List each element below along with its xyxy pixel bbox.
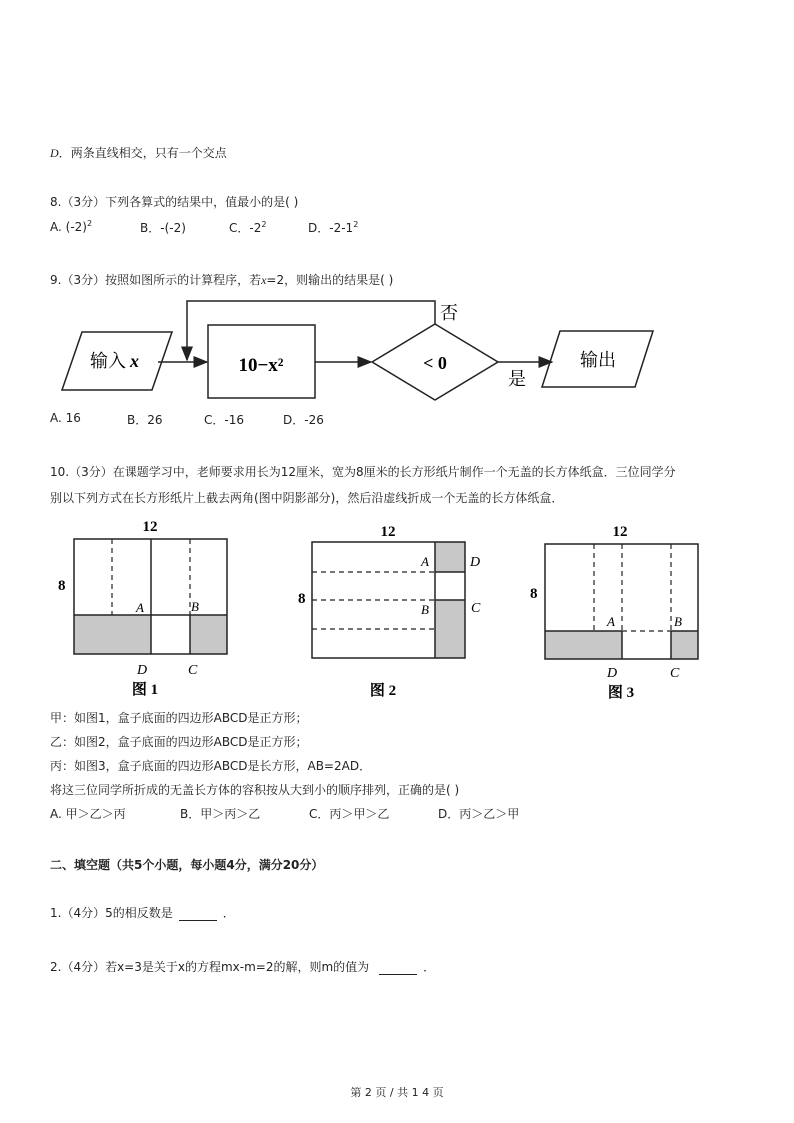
svg-text:8: 8 — [298, 591, 306, 607]
svg-text:A: A — [421, 554, 429, 569]
q10-option-a: A. 甲＞乙＞丙 — [50, 807, 126, 821]
q9-option-a: A. 16 — [50, 411, 81, 425]
svg-text:12: 12 — [142, 519, 158, 535]
compute-label: 10−x² — [238, 355, 284, 376]
q10-stem-line2: 别以下列方式在长方形纸片上截去两角(图中阴影部分)，然后沿虚线折成一个无盖的长方体纸盒． — [50, 491, 564, 505]
svg-text:图 2: 图 2 — [369, 683, 397, 699]
input-label: 输入 x — [90, 351, 139, 372]
svg-text:B: B — [674, 614, 682, 629]
condition-label: < 0 — [423, 353, 447, 373]
q8-option-c: C．$-2^2$ — [229, 220, 267, 235]
q10-ask: 将这三位同学所折成的无盖长方体的容积按从大到小的顺序排列，正确的是( ) — [50, 783, 460, 797]
answer-blank[interactable] — [179, 908, 217, 921]
q10-option-b: B．甲＞丙＞乙 — [180, 807, 261, 821]
svg-text:B: B — [191, 599, 199, 614]
svg-text:8: 8 — [58, 578, 66, 594]
q9-stem: 9.（3分）按照如图所示的计算程序，若x=2，则输出的结果是( ) — [50, 273, 394, 287]
svg-text:D: D — [607, 666, 618, 681]
page-footer: 第 2 页 / 共 1 4 页 — [350, 1086, 444, 1099]
q10-figure-1 — [50, 514, 250, 704]
q9-flowchart — [40, 295, 680, 407]
svg-text:12: 12 — [612, 524, 628, 540]
fill-question-1: 1.（4分）5的相反数是 ． — [50, 906, 235, 920]
svg-text:D: D — [470, 555, 481, 570]
svg-text:A: A — [136, 600, 144, 615]
prev-option-d: D．两条直线相交，只有一个交点 — [50, 146, 227, 160]
q8-stem: 8.（3分）下列各算式的结果中，值最小的是( ) — [50, 195, 299, 209]
option-letter: D — [50, 146, 59, 160]
svg-text:8: 8 — [530, 586, 538, 602]
svg-text:C: C — [670, 666, 680, 681]
q10-figure-2 — [290, 514, 500, 704]
q8-option-b: B．-(-2) — [140, 221, 186, 235]
output-label: 输出 — [580, 350, 616, 370]
svg-text:图 1: 图 1 — [131, 682, 159, 698]
answer-blank[interactable] — [379, 962, 417, 975]
q10-stem-line1: 10.（3分）在课题学习中，老师要求用长为12厘米，宽为8厘米的长方形纸片制作一个无盖的长方体纸盒．三位同学分 — [50, 465, 676, 479]
svg-text:D: D — [137, 663, 148, 678]
q9-option-c: C．-16 — [204, 413, 244, 427]
q8-option-a: A. $(-2)^2$ — [50, 219, 93, 234]
q10-statement-jia: 甲：如图1，盒子底面的四边形ABCD是正方形； — [50, 711, 308, 725]
q8-option-d: D．$-2-1^2$ — [308, 220, 359, 235]
svg-text:12: 12 — [380, 524, 396, 540]
q9-option-d: D．-26 — [283, 413, 324, 427]
fill-question-2: 2.（4分）若x=3是关于x的方程mx-m=2的解，则m的值为 ． — [50, 960, 436, 974]
svg-text:B: B — [421, 602, 429, 617]
yes-label: 是 — [508, 369, 526, 389]
svg-text:A: A — [607, 614, 615, 629]
section-title: 二、填空题（共5个小题，每小题4分，满分20分） — [50, 858, 324, 872]
q10-statement-yi: 乙：如图2，盒子底面的四边形ABCD是正方形； — [50, 735, 308, 749]
loop-back-arrow — [187, 301, 435, 360]
q10-option-d: D．丙＞乙＞甲 — [438, 807, 520, 821]
svg-text:C: C — [471, 601, 481, 616]
no-label: 否 — [440, 303, 458, 323]
option-text: 两条直线相交，只有一个交点 — [70, 146, 227, 160]
q9-option-b: B．26 — [127, 413, 163, 427]
q10-figure-3 — [520, 514, 720, 704]
svg-text:图 3: 图 3 — [607, 685, 635, 701]
svg-text:C: C — [188, 663, 198, 678]
q10-option-c: C．丙＞甲＞乙 — [309, 807, 390, 821]
q10-statement-bing: 丙：如图3，盒子底面的四边形ABCD是长方形，AB=2AD． — [50, 759, 372, 773]
